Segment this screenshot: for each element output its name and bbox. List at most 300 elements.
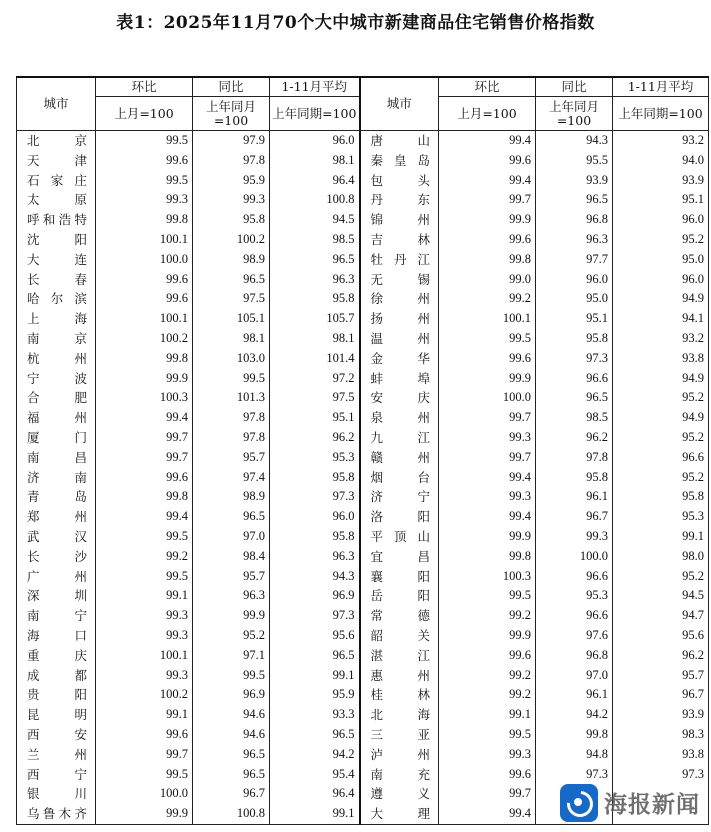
right-mom-cell: 99.0 — [439, 270, 536, 290]
left-mom-cell: 99.6 — [96, 289, 193, 309]
left-mom-cell: 99.5 — [96, 765, 193, 785]
left-mom-cell: 99.9 — [96, 804, 193, 824]
left-mom-cell: 100.2 — [96, 685, 193, 705]
left-city-cell: 重庆 — [17, 646, 96, 666]
right-yoy-cell: 94.2 — [536, 705, 613, 725]
left-city-cell: 成都 — [17, 666, 96, 686]
header-avg-base-right: 上年同期=100 — [613, 97, 709, 131]
right-mom-cell: 99.2 — [439, 606, 536, 626]
left-mom-cell: 99.4 — [96, 408, 193, 428]
header-avg-left: 1-11月平均 — [270, 77, 360, 97]
left-city-cell: 乌鲁木齐 — [17, 804, 96, 824]
left-city-cell: 天津 — [17, 151, 96, 171]
right-yoy-cell: 96.6 — [536, 606, 613, 626]
left-avg-cell: 95.3 — [270, 448, 360, 468]
table-title: 表1：2025年11月70个大中城市新建商品住宅销售价格指数 — [116, 13, 595, 33]
header-mom-base-left: 上月=100 — [96, 97, 193, 131]
left-avg-cell: 96.9 — [270, 586, 360, 606]
right-avg-cell: 94.5 — [613, 586, 709, 606]
left-avg-cell: 101.4 — [270, 349, 360, 369]
right-city-cell: 大理 — [360, 804, 439, 824]
left-mom-cell: 100.1 — [96, 309, 193, 329]
left-yoy-cell: 99.5 — [193, 666, 270, 686]
left-mom-cell: 99.1 — [96, 705, 193, 725]
right-mom-cell: 99.4 — [439, 171, 536, 191]
right-city-cell: 南充 — [360, 765, 439, 785]
left-mom-cell: 99.8 — [96, 487, 193, 507]
left-avg-cell: 95.6 — [270, 626, 360, 646]
watermark-text: 海报新闻 — [604, 792, 700, 818]
table-row — [17, 131, 709, 151]
right-city-cell: 丹东 — [360, 190, 439, 210]
left-avg-cell: 96.5 — [270, 250, 360, 270]
header-yoy-base-right: 上年同月=100 — [536, 97, 613, 131]
left-mom-cell: 99.6 — [96, 468, 193, 488]
left-city-cell: 福州 — [17, 408, 96, 428]
left-yoy-cell: 100.8 — [193, 804, 270, 824]
right-city-cell: 泉州 — [360, 408, 439, 428]
left-city-cell: 合肥 — [17, 388, 96, 408]
left-mom-cell: 99.2 — [96, 547, 193, 567]
right-mom-cell: 99.7 — [439, 190, 536, 210]
right-avg-cell: 94.1 — [613, 309, 709, 329]
right-mom-cell: 99.3 — [439, 428, 536, 448]
left-city-cell: 太原 — [17, 190, 96, 210]
left-yoy-cell: 96.5 — [193, 745, 270, 765]
header-mom-base-right: 上月=100 — [439, 97, 536, 131]
left-city-cell: 沈阳 — [17, 230, 96, 250]
left-yoy-cell: 97.8 — [193, 151, 270, 171]
right-yoy-cell: 96.0 — [536, 270, 613, 290]
left-avg-cell: 97.5 — [270, 388, 360, 408]
right-mom-cell: 99.6 — [439, 349, 536, 369]
right-city-cell: 锦州 — [360, 210, 439, 230]
left-city-cell: 长春 — [17, 270, 96, 290]
right-mom-cell: 99.6 — [439, 230, 536, 250]
left-avg-cell: 97.3 — [270, 606, 360, 626]
right-city-cell: 秦皇岛 — [360, 151, 439, 171]
right-mom-cell: 100.0 — [439, 388, 536, 408]
right-yoy-cell: 96.7 — [536, 507, 613, 527]
right-yoy-cell: 97.7 — [536, 250, 613, 270]
left-yoy-cell: 96.5 — [193, 507, 270, 527]
left-city-cell: 青岛 — [17, 487, 96, 507]
right-avg-cell: 93.9 — [613, 171, 709, 191]
left-city-cell: 兰州 — [17, 745, 96, 765]
left-mom-cell: 99.8 — [96, 349, 193, 369]
right-city-cell: 九江 — [360, 428, 439, 448]
left-avg-cell: 95.8 — [270, 289, 360, 309]
left-city-cell: 西宁 — [17, 765, 96, 785]
right-city-cell: 烟台 — [360, 468, 439, 488]
left-avg-cell: 97.3 — [270, 487, 360, 507]
right-yoy-cell: 96.2 — [536, 428, 613, 448]
table-row — [17, 230, 709, 250]
left-yoy-cell: 95.9 — [193, 171, 270, 191]
table-row — [17, 151, 709, 171]
right-mom-cell: 99.2 — [439, 685, 536, 705]
right-mom-cell: 99.2 — [439, 666, 536, 686]
right-yoy-cell: 95.5 — [536, 151, 613, 171]
left-avg-cell: 98.5 — [270, 230, 360, 250]
header-city-left: 城市 — [17, 77, 96, 131]
right-avg-cell: 98.0 — [613, 547, 709, 567]
right-city-cell: 无锡 — [360, 270, 439, 290]
left-city-cell: 济南 — [17, 468, 96, 488]
left-yoy-cell: 98.9 — [193, 250, 270, 270]
right-mom-cell: 99.7 — [439, 448, 536, 468]
right-mom-cell: 99.2 — [439, 289, 536, 309]
right-yoy-cell: 96.1 — [536, 487, 613, 507]
left-yoy-cell: 99.3 — [193, 190, 270, 210]
right-mom-cell: 99.9 — [439, 369, 536, 389]
table-row — [17, 626, 709, 646]
table-row — [17, 685, 709, 705]
right-mom-cell: 99.7 — [439, 784, 536, 804]
right-city-cell: 桂林 — [360, 685, 439, 705]
left-yoy-cell: 97.8 — [193, 408, 270, 428]
right-city-cell: 金华 — [360, 349, 439, 369]
left-mom-cell: 99.6 — [96, 270, 193, 290]
left-city-cell: 石家庄 — [17, 171, 96, 191]
left-city-cell: 上海 — [17, 309, 96, 329]
right-yoy-cell: 95.3 — [536, 586, 613, 606]
table-row — [17, 408, 709, 428]
right-avg-cell: 93.2 — [613, 329, 709, 349]
left-yoy-cell: 96.7 — [193, 784, 270, 804]
right-avg-cell: 95.2 — [613, 567, 709, 587]
right-city-cell: 徐州 — [360, 289, 439, 309]
header-avg-base-left: 上年同期=100 — [270, 97, 360, 131]
right-mom-cell: 99.9 — [439, 626, 536, 646]
table-row — [17, 666, 709, 686]
left-city-cell: 深圳 — [17, 586, 96, 606]
right-mom-cell: 99.3 — [439, 487, 536, 507]
left-mom-cell: 99.7 — [96, 428, 193, 448]
right-yoy-cell: 93.9 — [536, 171, 613, 191]
left-city-cell: 广州 — [17, 567, 96, 587]
left-avg-cell: 96.5 — [270, 646, 360, 666]
right-city-cell: 三亚 — [360, 725, 439, 745]
left-mom-cell: 99.3 — [96, 666, 193, 686]
right-city-cell: 湛江 — [360, 646, 439, 666]
left-avg-cell: 95.4 — [270, 765, 360, 785]
right-city-cell: 济宁 — [360, 487, 439, 507]
right-avg-cell: 96.0 — [613, 210, 709, 230]
left-mom-cell: 99.1 — [96, 586, 193, 606]
right-avg-cell: 96.6 — [613, 448, 709, 468]
left-mom-cell: 99.5 — [96, 527, 193, 547]
right-yoy-cell: 94.3 — [536, 131, 613, 151]
left-yoy-cell: 95.8 — [193, 210, 270, 230]
table-row — [17, 606, 709, 626]
right-avg-cell: 94.9 — [613, 289, 709, 309]
left-city-cell: 长沙 — [17, 547, 96, 567]
left-mom-cell: 100.1 — [96, 230, 193, 250]
right-yoy-cell: 95.1 — [536, 309, 613, 329]
right-yoy-cell: 96.5 — [536, 190, 613, 210]
right-avg-cell: 93.8 — [613, 745, 709, 765]
left-city-cell: 哈尔滨 — [17, 289, 96, 309]
right-yoy-cell: 96.1 — [536, 685, 613, 705]
right-avg-cell: 93.2 — [613, 131, 709, 151]
left-yoy-cell: 97.8 — [193, 428, 270, 448]
left-city-cell: 南昌 — [17, 448, 96, 468]
left-avg-cell: 96.5 — [270, 725, 360, 745]
left-city-cell: 南京 — [17, 329, 96, 349]
right-yoy-cell: 96.5 — [536, 388, 613, 408]
left-avg-cell: 94.2 — [270, 745, 360, 765]
left-yoy-cell: 99.9 — [193, 606, 270, 626]
table-row — [17, 527, 709, 547]
right-mom-cell: 100.1 — [439, 309, 536, 329]
left-yoy-cell: 96.3 — [193, 586, 270, 606]
right-yoy-cell: 96.8 — [536, 210, 613, 230]
right-city-cell: 温州 — [360, 329, 439, 349]
table-row — [17, 369, 709, 389]
left-mom-cell: 99.5 — [96, 567, 193, 587]
left-avg-cell: 94.3 — [270, 567, 360, 587]
right-city-cell: 平顶山 — [360, 527, 439, 547]
table-row — [17, 250, 709, 270]
left-avg-cell: 95.1 — [270, 408, 360, 428]
right-city-cell: 吉林 — [360, 230, 439, 250]
header-mom-left: 环比 — [96, 77, 193, 97]
left-avg-cell: 96.3 — [270, 547, 360, 567]
left-avg-cell: 96.0 — [270, 131, 360, 151]
right-yoy-cell: 97.8 — [536, 448, 613, 468]
right-city-cell: 包头 — [360, 171, 439, 191]
table-row — [17, 487, 709, 507]
right-yoy-cell: 97.3 — [536, 765, 613, 785]
left-mom-cell: 99.4 — [96, 507, 193, 527]
right-mom-cell: 99.9 — [439, 210, 536, 230]
left-avg-cell: 100.8 — [270, 190, 360, 210]
table-row — [17, 190, 709, 210]
table-row — [17, 428, 709, 448]
table-row — [17, 329, 709, 349]
right-mom-cell: 99.1 — [439, 705, 536, 725]
right-mom-cell: 99.4 — [439, 468, 536, 488]
header-yoy-base-left: 上年同月=100 — [193, 97, 270, 131]
left-yoy-cell: 101.3 — [193, 388, 270, 408]
left-yoy-cell: 98.4 — [193, 547, 270, 567]
right-yoy-cell: 97.0 — [536, 666, 613, 686]
right-yoy-cell: 96.8 — [536, 646, 613, 666]
left-avg-cell: 98.1 — [270, 151, 360, 171]
haibao-logo-icon — [560, 784, 598, 822]
left-mom-cell: 99.3 — [96, 626, 193, 646]
right-avg-cell: 97.3 — [613, 765, 709, 785]
table-row — [17, 349, 709, 369]
right-mom-cell: 99.5 — [439, 586, 536, 606]
left-yoy-cell: 95.7 — [193, 567, 270, 587]
left-yoy-cell: 98.9 — [193, 487, 270, 507]
right-avg-cell: 94.7 — [613, 606, 709, 626]
right-mom-cell: 99.8 — [439, 547, 536, 567]
left-yoy-cell: 94.6 — [193, 705, 270, 725]
right-yoy-cell: 98.5 — [536, 408, 613, 428]
right-yoy-cell: 96.6 — [536, 567, 613, 587]
left-avg-cell: 95.8 — [270, 527, 360, 547]
right-city-cell: 安庆 — [360, 388, 439, 408]
right-city-cell: 常德 — [360, 606, 439, 626]
right-city-cell: 岳阳 — [360, 586, 439, 606]
left-mom-cell: 100.0 — [96, 250, 193, 270]
left-city-cell: 西安 — [17, 725, 96, 745]
left-city-cell: 呼和浩特 — [17, 210, 96, 230]
left-avg-cell: 96.3 — [270, 270, 360, 290]
header-yoy-left: 同比 — [193, 77, 270, 97]
right-yoy-cell: 95.8 — [536, 468, 613, 488]
right-avg-cell: 95.2 — [613, 388, 709, 408]
right-yoy-cell: 100.0 — [536, 547, 613, 567]
left-city-cell: 郑州 — [17, 507, 96, 527]
table-row — [17, 745, 709, 765]
left-yoy-cell: 97.1 — [193, 646, 270, 666]
right-avg-cell: 96.2 — [613, 646, 709, 666]
left-city-cell: 南宁 — [17, 606, 96, 626]
left-avg-cell: 96.4 — [270, 171, 360, 191]
right-avg-cell: 95.6 — [613, 626, 709, 646]
right-avg-cell: 95.8 — [613, 487, 709, 507]
right-mom-cell: 99.7 — [439, 408, 536, 428]
left-city-cell: 武汉 — [17, 527, 96, 547]
left-city-cell: 贵阳 — [17, 685, 96, 705]
table-row — [17, 646, 709, 666]
right-avg-cell: 94.9 — [613, 408, 709, 428]
right-avg-cell: 95.2 — [613, 468, 709, 488]
left-mom-cell: 99.5 — [96, 171, 193, 191]
table-row — [17, 210, 709, 230]
right-city-cell: 唐山 — [360, 131, 439, 151]
right-avg-cell: 93.9 — [613, 705, 709, 725]
right-mom-cell: 99.6 — [439, 765, 536, 785]
left-mom-cell: 99.5 — [96, 131, 193, 151]
right-city-cell: 惠州 — [360, 666, 439, 686]
left-yoy-cell: 97.4 — [193, 468, 270, 488]
table-row — [17, 270, 709, 290]
left-mom-cell: 100.3 — [96, 388, 193, 408]
left-yoy-cell: 96.5 — [193, 270, 270, 290]
right-yoy-cell: 97.3 — [536, 349, 613, 369]
header-yoy-right: 同比 — [536, 77, 613, 97]
right-mom-cell: 99.4 — [439, 507, 536, 527]
right-avg-cell: 96.0 — [613, 270, 709, 290]
right-city-cell: 襄阳 — [360, 567, 439, 587]
table-row — [17, 705, 709, 725]
right-avg-cell: 99.1 — [613, 527, 709, 547]
left-yoy-cell: 95.7 — [193, 448, 270, 468]
right-city-cell: 蚌埠 — [360, 369, 439, 389]
right-yoy-cell: 96.6 — [536, 369, 613, 389]
left-city-cell: 宁波 — [17, 369, 96, 389]
table-body — [17, 131, 709, 825]
right-city-cell: 扬州 — [360, 309, 439, 329]
table-row — [17, 547, 709, 567]
left-city-cell: 厦门 — [17, 428, 96, 448]
left-yoy-cell: 99.5 — [193, 369, 270, 389]
table-row — [17, 725, 709, 745]
right-mom-cell: 99.5 — [439, 725, 536, 745]
right-city-cell: 牡丹江 — [360, 250, 439, 270]
left-mom-cell: 99.3 — [96, 190, 193, 210]
right-avg-cell: 95.0 — [613, 250, 709, 270]
left-city-cell: 大连 — [17, 250, 96, 270]
right-yoy-cell: 94.8 — [536, 745, 613, 765]
left-avg-cell: 99.1 — [270, 804, 360, 824]
left-city-cell: 海口 — [17, 626, 96, 646]
right-yoy-cell: 99.8 — [536, 725, 613, 745]
left-mom-cell: 100.1 — [96, 646, 193, 666]
left-yoy-cell: 103.0 — [193, 349, 270, 369]
left-yoy-cell: 97.0 — [193, 527, 270, 547]
right-yoy-cell: 95.8 — [536, 329, 613, 349]
left-avg-cell: 95.8 — [270, 468, 360, 488]
left-avg-cell: 98.1 — [270, 329, 360, 349]
left-mom-cell: 99.8 — [96, 210, 193, 230]
left-avg-cell: 95.9 — [270, 685, 360, 705]
right-yoy-cell: 96.3 — [536, 230, 613, 250]
right-avg-cell: 95.1 — [613, 190, 709, 210]
left-avg-cell: 105.7 — [270, 309, 360, 329]
table-row — [17, 567, 709, 587]
table-row — [17, 388, 709, 408]
right-city-cell: 北海 — [360, 705, 439, 725]
left-city-cell: 银川 — [17, 784, 96, 804]
right-mom-cell: 99.9 — [439, 527, 536, 547]
left-mom-cell: 100.2 — [96, 329, 193, 349]
right-yoy-cell: 97.6 — [536, 626, 613, 646]
table-row — [17, 507, 709, 527]
left-avg-cell: 94.5 — [270, 210, 360, 230]
left-yoy-cell: 94.6 — [193, 725, 270, 745]
price-index-table — [16, 76, 709, 825]
left-yoy-cell: 98.1 — [193, 329, 270, 349]
left-avg-cell: 96.4 — [270, 784, 360, 804]
left-mom-cell: 99.6 — [96, 725, 193, 745]
table-row — [17, 309, 709, 329]
left-mom-cell: 99.3 — [96, 606, 193, 626]
right-avg-cell: 98.3 — [613, 725, 709, 745]
left-yoy-cell: 97.5 — [193, 289, 270, 309]
right-mom-cell: 99.4 — [439, 804, 536, 824]
right-city-cell: 韶关 — [360, 626, 439, 646]
left-city-cell: 杭州 — [17, 349, 96, 369]
table-row — [17, 289, 709, 309]
left-mom-cell: 99.6 — [96, 151, 193, 171]
left-yoy-cell: 95.2 — [193, 626, 270, 646]
table-row — [17, 448, 709, 468]
right-city-cell: 泸州 — [360, 745, 439, 765]
right-avg-cell: 94.9 — [613, 369, 709, 389]
right-mom-cell: 99.6 — [439, 646, 536, 666]
left-yoy-cell: 96.9 — [193, 685, 270, 705]
right-yoy-cell: 95.0 — [536, 289, 613, 309]
right-avg-cell: 96.7 — [613, 685, 709, 705]
left-city-cell: 北京 — [17, 131, 96, 151]
table-row — [17, 468, 709, 488]
right-city-cell: 宜昌 — [360, 547, 439, 567]
right-avg-cell: 95.7 — [613, 666, 709, 686]
left-avg-cell: 96.2 — [270, 428, 360, 448]
right-avg-cell: 93.8 — [613, 349, 709, 369]
right-mom-cell: 100.3 — [439, 567, 536, 587]
right-mom-cell: 99.5 — [439, 329, 536, 349]
left-avg-cell: 99.1 — [270, 666, 360, 686]
left-city-cell: 昆明 — [17, 705, 96, 725]
right-avg-cell: 95.2 — [613, 428, 709, 448]
